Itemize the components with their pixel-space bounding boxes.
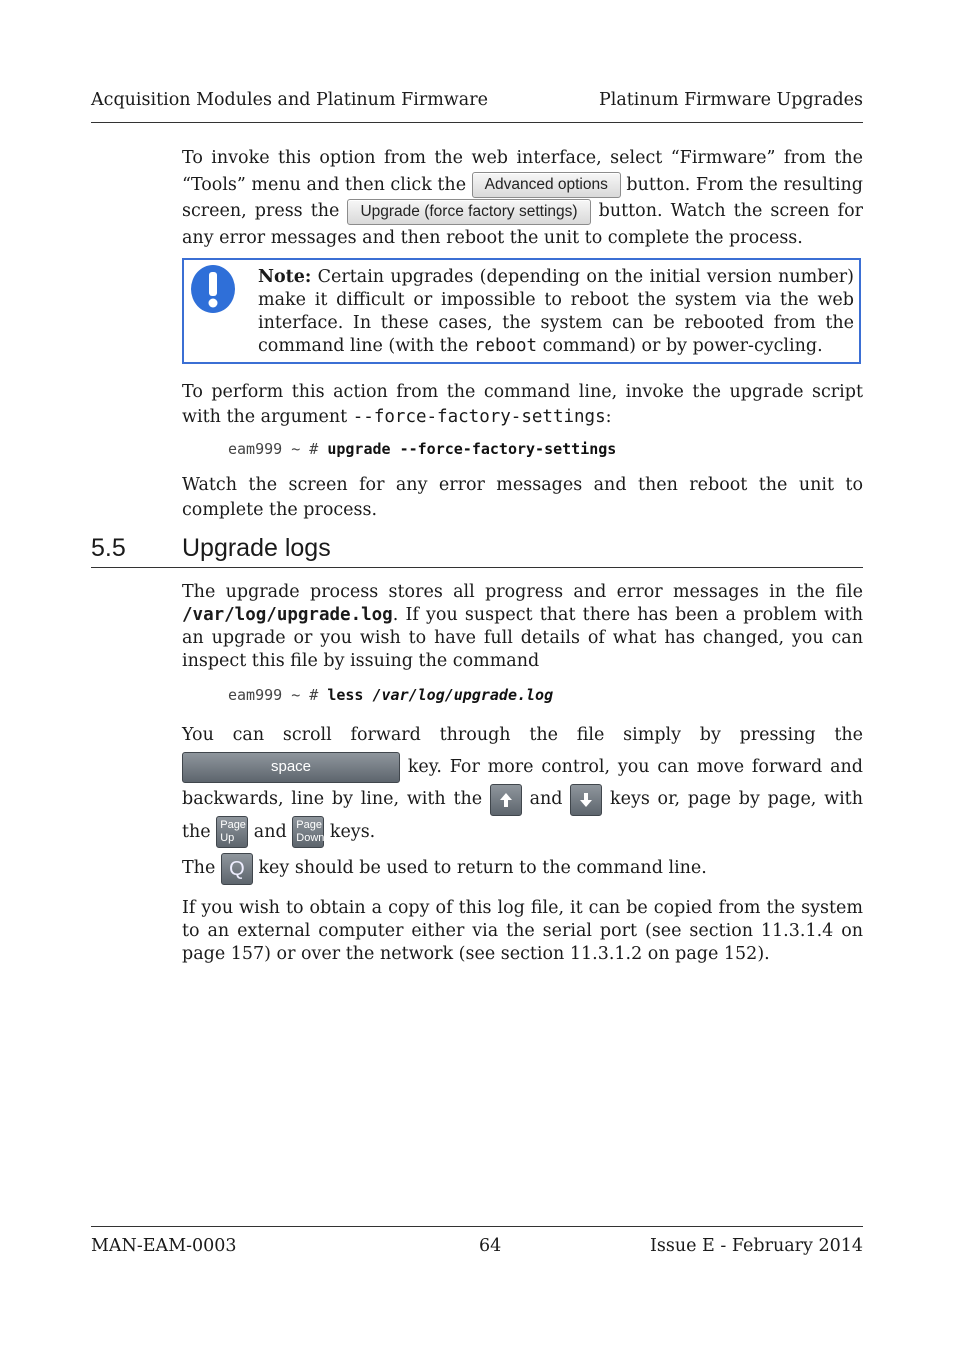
footer-page-number: 64 <box>479 1236 502 1256</box>
paragraph-upgrade-log <box>182 581 863 673</box>
para5-text-1: You can scroll forward through the file simply by pressing the <box>182 725 863 745</box>
para4-text-2: . If you suspect that there has been a problem with an upgrade or you wish to have full details of what has changed, you can inspect this file by issuing the command <box>182 605 863 671</box>
para1-text-3: button. Watch the screen for any error messages and then reboot the unit to complete the process. <box>182 201 863 248</box>
para2-code: --force-factory-settings <box>352 407 606 427</box>
upgrade-force-factory-button: Upgrade (force factory settings) <box>347 199 590 225</box>
exclamation-circle-icon <box>190 264 236 314</box>
para6-text-2: key should be used to return to the command line. <box>252 858 707 878</box>
para6-text-1: The <box>182 858 221 878</box>
para2-text-1: To perform this action from the command line, invoke the upgrade script with the argument <box>182 382 863 427</box>
paragraph-copy-log: If you wish to obtain a copy of this log file, it can be copied from the system to an external computer either via the serial port (see section 11.3.1.4 on page 157) or over the network (see section 11.3.1.2 on page 152). <box>182 898 863 964</box>
paragraph-firmware-tools <box>182 145 863 251</box>
footer-issue: Issue E - February 2014 <box>649 1236 863 1256</box>
para2-text-2: : <box>605 407 612 427</box>
code2-prompt: eam999 ~ # <box>228 686 328 704</box>
note-code: reboot <box>473 336 538 356</box>
paragraph-watch: Watch the screen for any error messages and then reboot the unit to complete the process. <box>182 475 863 520</box>
footer-doc-id: MAN-EAM-0003 <box>91 1236 237 1256</box>
advanced-options-button: Advanced options <box>472 172 621 198</box>
footer-rule <box>91 1226 863 1227</box>
space-key: space <box>182 752 400 783</box>
page-up-line1: Page <box>220 819 246 831</box>
section-title-text: Upgrade logs <box>182 534 331 562</box>
log-path: /var/log/upgrade.log <box>182 605 393 625</box>
note-text <box>258 266 854 358</box>
para5-and-1: and <box>521 789 571 809</box>
section-rule <box>91 567 863 568</box>
para1-text-2: button. From the resulting screen, press the <box>182 174 863 221</box>
section-title <box>91 534 331 563</box>
para5-and-2: and <box>248 821 293 842</box>
paragraph-scroll-keys <box>182 719 863 848</box>
para4-text-1: The upgrade process stores all progress and error messages in the file <box>182 582 863 602</box>
code-less <box>228 686 553 704</box>
page-up-line2: Up <box>220 832 235 844</box>
page-down-key <box>292 816 324 848</box>
page-down-line2: Down <box>296 832 325 844</box>
note-label: Note: <box>258 267 312 287</box>
code1-command: upgrade --force-factory-settings <box>327 440 617 458</box>
header-left: Acquisition Modules and Platinum Firmware <box>91 90 488 110</box>
para5-text-2: key. For more control, you can move forward and backwards, line by line, with the <box>182 757 863 809</box>
code2-command: less <box>327 686 373 704</box>
arrow-down-icon <box>570 784 602 816</box>
paragraph-command-line <box>182 380 863 430</box>
code2-argument: /var/log/upgrade.log <box>372 686 554 704</box>
note-text-1: Certain upgrades (depending on the initial version number) make it difficult or impossible to reboot the system via the web interface. In these cases, the system can be rebooted from the command line (with the <box>258 267 854 356</box>
code1-prompt: eam999 ~ # <box>228 440 328 458</box>
para1-text-1: To invoke this option from the web interface, select “Firmware” from the “Tools” menu and then click the <box>182 148 863 195</box>
para5-text-3: keys or, page by page, with the <box>182 789 863 842</box>
code-upgrade <box>228 440 616 458</box>
header-right: Platinum Firmware Upgrades <box>598 90 863 110</box>
arrow-up-icon <box>490 784 522 816</box>
q-key: Q <box>221 853 253 885</box>
section-number: 5.5 <box>91 534 126 562</box>
paragraph-q-key <box>182 851 863 885</box>
page-down-line1: Page <box>296 819 322 831</box>
para5-text-4: keys. <box>324 821 376 842</box>
note-text-2: command) or by power-cycling. <box>537 336 823 356</box>
page-up-key <box>216 816 248 848</box>
header-rule <box>91 122 863 123</box>
